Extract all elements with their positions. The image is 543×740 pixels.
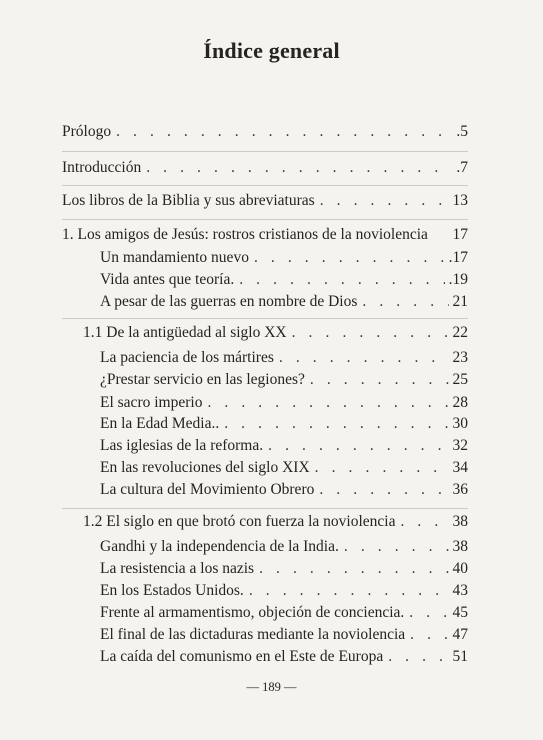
page-number-footer: — 189 — (246, 680, 297, 694)
toc-entry (62, 122, 468, 142)
toc-entry (100, 625, 468, 645)
toc-entry-page: 28 (452, 394, 468, 411)
toc-entry-label: En los Estados Unidos. (100, 582, 244, 599)
toc-entry-page: 38 (452, 538, 468, 555)
toc-leader-dots (400, 512, 448, 532)
toc-entry-page: 23 (452, 349, 468, 366)
toc-entry (100, 647, 468, 667)
divider (62, 185, 468, 186)
toc-entry (100, 414, 468, 434)
toc-leader-dots (146, 158, 452, 178)
toc-entry (62, 191, 468, 211)
toc-leader-dots (224, 414, 448, 434)
toc-entry-page: 40 (452, 560, 468, 577)
toc-entry-label: A pesar de las guerras en nombre de Dios (100, 293, 358, 310)
toc-entry-label: En las revoluciones del siglo XIX (100, 459, 310, 476)
toc-entry-page: 36 (452, 481, 468, 498)
toc-leader-dots (410, 625, 448, 645)
toc-entry (100, 537, 468, 557)
toc-leader-dots (310, 370, 449, 390)
toc-entry-label: Introducción (62, 159, 142, 176)
toc-entry (100, 581, 468, 601)
toc-entry-label: Las iglesias de la reforma. (100, 437, 264, 454)
toc-leader-dots (254, 248, 445, 268)
toc-entry-page: 45 (452, 604, 468, 621)
toc-entry (100, 348, 468, 368)
toc-entry (100, 436, 468, 456)
toc-entry-page: 13 (452, 192, 468, 209)
toc-leader-dots (315, 458, 449, 478)
divider (62, 151, 468, 152)
page-title: Índice general (203, 38, 340, 63)
toc-leader-dots (279, 348, 449, 368)
toc-entry-page: 22 (452, 324, 468, 341)
toc-entry-label: La caída del comunismo en el Este de Europa (100, 648, 384, 665)
toc-entry (62, 158, 468, 178)
toc-entry-label: 1.1 De la antigüedad al siglo XX (83, 324, 287, 341)
toc-entry-page: .17 (448, 249, 468, 266)
toc-entry-page: .7 (456, 159, 468, 176)
toc-entry-label: Gandhi y la independencia de la India. (100, 538, 339, 555)
toc-entry-page: 30 (452, 415, 468, 432)
divider (62, 318, 468, 319)
toc-entry-page: .5 (456, 123, 468, 140)
toc-entry-label: Prólogo (62, 123, 112, 140)
toc-section (83, 512, 468, 532)
toc-leader-dots (249, 581, 449, 601)
toc-entry-page: 51 (452, 648, 468, 665)
toc-leader-dots (362, 292, 448, 312)
toc-entry-label: Frente al armamentismo, objeción de conciencia. (100, 604, 405, 621)
toc-entry-page: 25 (452, 371, 468, 388)
toc-leader-dots (344, 537, 449, 557)
toc-entry (100, 458, 468, 478)
toc-leader-dots (319, 480, 448, 500)
toc-entry-page: 47 (452, 626, 468, 643)
toc-leader-dots (292, 323, 449, 343)
toc-section (83, 323, 468, 343)
toc-entry (100, 292, 468, 312)
toc-entry-page: 21 (452, 293, 468, 310)
toc-entry-label: Un mandamiento nuevo (100, 249, 249, 266)
toc-leader-dots (207, 393, 448, 413)
toc-entry-page: 34 (452, 459, 468, 476)
toc-entry-label: ¿Prestar servicio en las legiones? (100, 371, 305, 388)
toc-leader-dots (409, 603, 448, 623)
toc-entry-label: El final de las dictaduras mediante la noviolencia (100, 626, 406, 643)
toc-entry-label: En la Edad Media.. (100, 415, 220, 432)
toc-entry-label: 1. Los amigos de Jesús: rostros cristianos de la noviolencia (62, 226, 428, 243)
toc-entry-label: 1.2 El siglo en que brotó con fuerza la noviolencia (83, 513, 396, 530)
toc-entry (100, 559, 468, 579)
toc-entry-label: La paciencia de los mártires (100, 349, 274, 366)
toc-leader-dots (388, 647, 448, 667)
toc-entry (100, 248, 468, 268)
toc-chapter (62, 225, 468, 245)
toc-entry (100, 393, 468, 413)
toc-entry-page: 32 (452, 437, 468, 454)
toc-leader-dots (239, 270, 444, 290)
toc-entry-page: 38 (452, 513, 468, 530)
toc-leader-dots (116, 122, 452, 142)
toc-entry-label: Los libros de la Biblia y sus abreviaturas (62, 192, 315, 209)
toc-entry-label: Vida antes que teoría. (100, 271, 235, 288)
divider (62, 219, 468, 220)
toc-leader-dots (268, 436, 448, 456)
toc-entry (100, 480, 468, 500)
toc-entry (100, 603, 468, 623)
toc-leader-dots (259, 559, 448, 579)
toc-leader-dots (320, 191, 449, 211)
toc-entry-label: La resistencia a los nazis (100, 560, 255, 577)
toc-entry-label: La cultura del Movimiento Obrero (100, 481, 315, 498)
toc-entry (100, 370, 468, 390)
toc-entry (100, 270, 468, 290)
toc-entry-page: .19 (448, 271, 468, 288)
divider (62, 508, 468, 509)
toc-entry-label: El sacro imperio (100, 394, 203, 411)
toc-entry-page: 17 (452, 226, 468, 243)
toc-entry-page: 43 (452, 582, 468, 599)
